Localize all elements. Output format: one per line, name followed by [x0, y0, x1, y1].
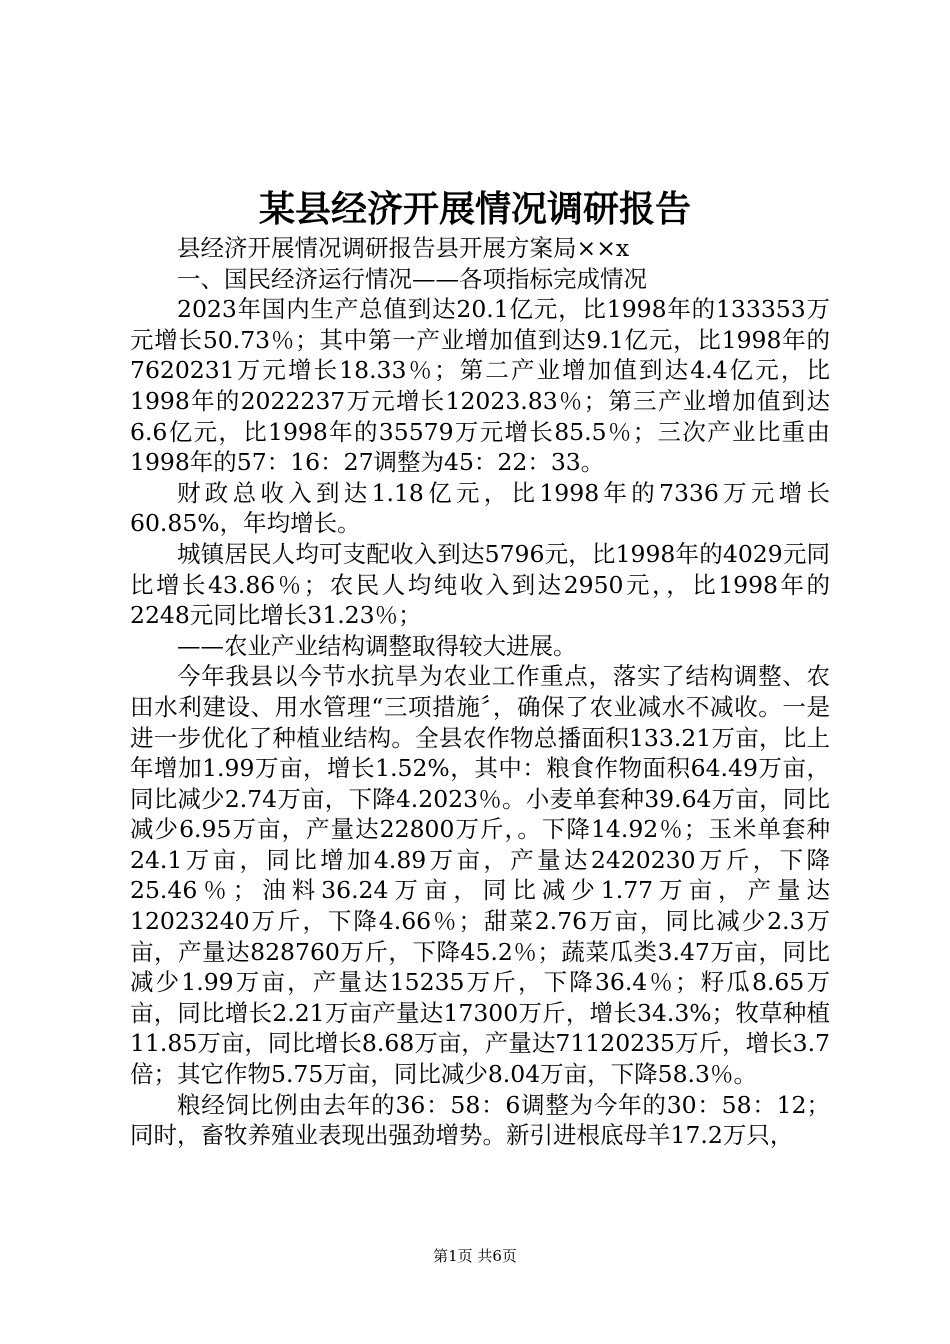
paragraph-planting-structure: 今年我县以今节水抗旱为农业工作重点，落实了结构调整、农田水利建设、用水管理“三项措施〞，确保了农业减水不减收。一是进一步优化了种植业结构。全县农作物总播面积133.21万亩，比上年增加1.99万亩，增长1.52%，其中：粮食作物面积64.49万亩，同比减少2.74万亩，下降4.2023％。小麦单套种39.64万亩，同比减少6.95万亩，产量达22800万斤，。下降14.92％；玉米单套种24.1万亩，同比增加4.89万亩，产量达2420230万斤，下降25.46％；油料36.24万亩，同比减少1.77万亩，产量达12023240万斤，下降4.66％；甜菜2.76万亩，同比减少2.3万亩，产量达828760万斤，下降45.2％；蔬菜瓜类3.47万亩，同比减少1.99万亩，产量达15235万斤，下降36.4％；籽瓜8.65万亩，同比增长2.21万亩产量达17300万斤，增长34.3%；牧草种植11.85万亩，同比增长8.68万亩，产量达71120235万斤，增长3.7倍；其它作物5.75万亩，同比减少8.04万亩，下降58.3％。	[130, 662, 830, 1089]
document-body	[130, 233, 830, 1151]
paragraph-ratio-livestock: 粮经饲比例由去年的36：58：6调整为今年的30：58：12；同时，畜牧养殖业表现出强劲增势。新引进根底母羊17.2万只，	[130, 1090, 830, 1150]
paragraph-agriculture-heading: ——农业产业结构调整取得较大进展。	[177, 631, 577, 660]
paragraph-gdp: 2023年国内生产总值到达20.1亿元，比1998年的133353万元增长50.73％；其中第一产业增加值到达9.1亿元，比1998年的7620231万元增长18.33％；第二产业增加值到达4.4亿元，比1998年的2022237万元增长12023.83％；第三产业增加值到达6.6亿元，比1998年的35579万元增长85.5％；三次产业比重由1998年的57：16：27调整为45：22：33。	[130, 295, 830, 477]
page-footer: 第1页 共6页	[433, 1247, 517, 1265]
paragraph-section-heading: 一、国民经济运行情况——各项指标完成情况	[177, 264, 647, 293]
paragraph-income: 城镇居民人均可支配收入到达5796元，比1998年的4029元同比增长43.86％；农民人均纯收入到达2950元，，比1998年的2248元同比增长31.23％；	[130, 539, 830, 630]
paragraph-subtitle: 县经济开展情况调研报告县开展方案局××x	[177, 234, 630, 262]
paragraph-fiscal-revenue: 财政总收入到达1.18亿元，比1998年的7336万元增长60.85%，年均增长。	[130, 478, 830, 538]
document-title: 某县经济开展情况调研报告	[258, 188, 691, 230]
